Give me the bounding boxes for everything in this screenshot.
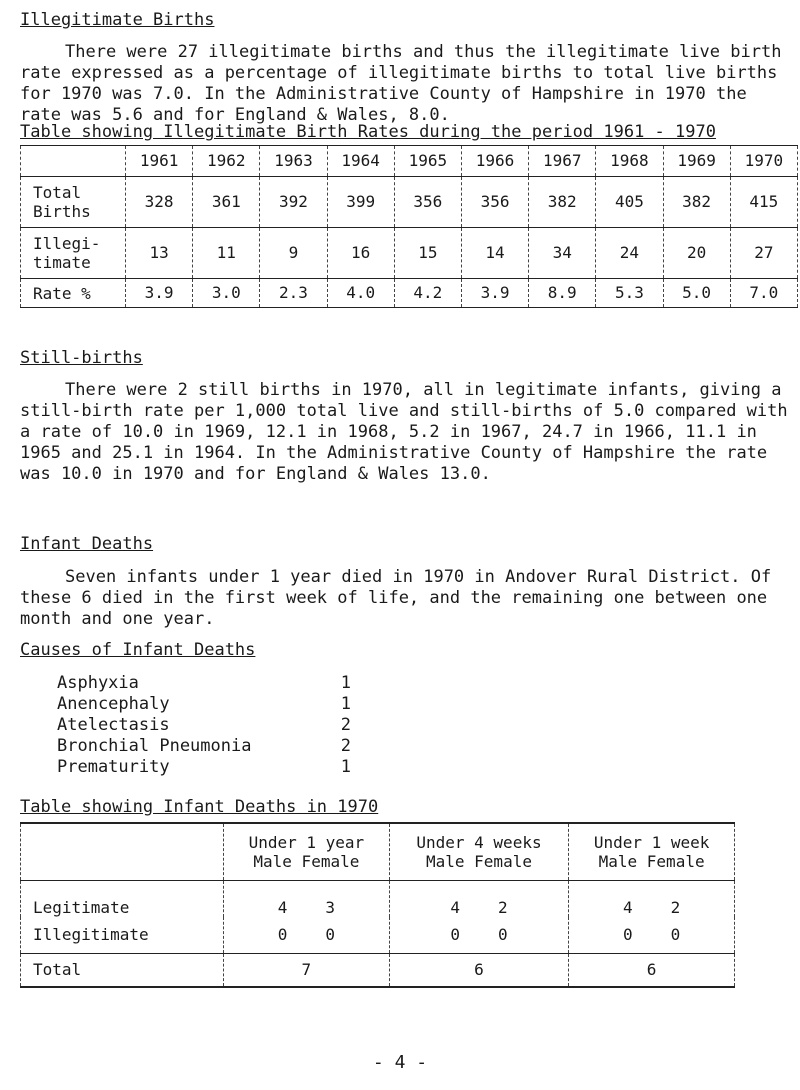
table-cell: 7.0 <box>730 279 797 308</box>
table-cell: 5.0 <box>663 279 730 308</box>
group-subtitle: Male Female <box>253 852 360 871</box>
group-header <box>569 823 735 881</box>
list-item <box>57 715 357 736</box>
male-value: 4 <box>450 897 460 917</box>
row-label: Illegi- timate <box>21 228 126 279</box>
year-header: 1965 <box>394 146 461 177</box>
group-subtitle: Male Female <box>426 852 532 871</box>
table-row-illegitimate <box>21 917 735 954</box>
heading-still-births: Still-births <box>20 348 143 368</box>
table-cell <box>569 881 735 918</box>
list-item <box>57 694 357 715</box>
male-value: 0 <box>450 925 460 945</box>
table-cell: 361 <box>193 177 260 228</box>
total-cell: 7 <box>224 954 390 988</box>
table-cell: 405 <box>596 177 663 228</box>
total-cell: 6 <box>569 954 735 988</box>
table-row-total <box>21 954 735 988</box>
table-cell: 9 <box>260 228 327 279</box>
table-cell: 16 <box>327 228 394 279</box>
row-label: Illegitimate <box>21 917 224 954</box>
list-item <box>57 736 357 757</box>
cause-count: 1 <box>340 673 351 693</box>
table-row-rate <box>21 279 798 308</box>
table-cell: 2.3 <box>260 279 327 308</box>
female-value: 0 <box>325 925 336 945</box>
list-item <box>57 757 357 778</box>
year-header: 1967 <box>529 146 596 177</box>
table-cell <box>569 917 735 954</box>
table-row-legitimate <box>21 881 735 918</box>
cause-name: Prematurity <box>57 757 170 777</box>
female-value: 2 <box>497 897 508 917</box>
group-title: Under 4 weeks <box>416 833 542 852</box>
table2-header-row <box>21 823 735 881</box>
table-cell: 4.0 <box>327 279 394 308</box>
row-label: Rate % <box>21 279 126 308</box>
male-value: 4 <box>277 897 288 917</box>
table-cell: 24 <box>596 228 663 279</box>
male-value: 0 <box>277 925 288 945</box>
table-cell: 356 <box>461 177 528 228</box>
female-value: 2 <box>670 897 681 917</box>
male-value: 4 <box>622 897 633 917</box>
row-label: Total Births <box>21 177 126 228</box>
table-cell: 4.2 <box>394 279 461 308</box>
table-cell: 14 <box>461 228 528 279</box>
table-cell: 5.3 <box>596 279 663 308</box>
year-header: 1966 <box>461 146 528 177</box>
table-cell: 34 <box>529 228 596 279</box>
table-cell: 27 <box>730 228 797 279</box>
table-cell: 356 <box>394 177 461 228</box>
table-cell <box>224 917 390 954</box>
table2-caption: Table showing Infant Deaths in 1970 <box>20 797 379 817</box>
heading-illegitimate-births: Illegitimate Births <box>20 10 215 30</box>
infant-deaths-table <box>20 822 735 988</box>
cause-count: 2 <box>340 736 351 756</box>
table-cell: 3.0 <box>193 279 260 308</box>
female-value: 0 <box>670 925 681 945</box>
table-row-illegitimate <box>21 228 798 279</box>
table-cell: 8.9 <box>529 279 596 308</box>
female-value: 3 <box>325 897 336 917</box>
heading-causes-of-infant-deaths: Causes of Infant Deaths <box>20 640 256 660</box>
causes-list <box>57 673 357 778</box>
male-value: 0 <box>622 925 633 945</box>
year-header: 1968 <box>596 146 663 177</box>
cause-count: 1 <box>340 757 351 777</box>
table-cell: 15 <box>394 228 461 279</box>
group-title: Under 1 week <box>593 833 710 852</box>
year-header: 1961 <box>126 146 193 177</box>
table1-corner-cell <box>21 146 126 177</box>
cause-name: Anencephaly <box>57 694 170 714</box>
table1-header-row <box>21 146 798 177</box>
paragraph-still-births: There were 2 still births in 1970, all in legitimate infants, giving a still-birth rate per 1,000 total live and still-births of 5.0 compared with a rate of 10.0 in 1969, 12.1 in 1968, 5.2 in 1967, 24.7 in 1966, 11.1 in 1965 and 25.1 in 1964. In the Administrative County of Hampshire the rate was 10.0 in 1970 and for England & Wales 13.0. <box>20 380 788 484</box>
table-cell: 3.9 <box>126 279 193 308</box>
cause-name: Bronchial Pneumonia <box>57 736 252 756</box>
female-value: 0 <box>497 925 508 945</box>
heading-infant-deaths: Infant Deaths <box>20 534 154 554</box>
illegitimate-birth-rates-table <box>20 145 798 308</box>
table2-corner-cell <box>21 823 224 881</box>
row-label: Legitimate <box>21 881 224 918</box>
group-header <box>389 823 568 881</box>
cause-count: 2 <box>340 715 351 735</box>
cause-count: 1 <box>340 694 351 714</box>
table-cell: 13 <box>126 228 193 279</box>
page-number: - 4 - <box>372 1052 428 1073</box>
table-row-total-births <box>21 177 798 228</box>
paragraph-illegitimate-births: There were 27 illegitimate births and thus the illegitimate live birth rate expressed as a percentage of illegitimate births to total live births for 1970 was 7.0. In the Administrative County of Hampshire in 1970 the rate was 5.6 and for England & Wales, 8.0. <box>20 42 782 125</box>
cause-name: Atelectasis <box>57 715 170 735</box>
list-item <box>57 673 357 694</box>
year-header: 1962 <box>193 146 260 177</box>
cause-name: Asphyxia <box>57 673 139 693</box>
table-cell: 328 <box>126 177 193 228</box>
paragraph-infant-deaths: Seven infants under 1 year died in 1970 in Andover Rural District. Of these 6 died in the first week of life, and the remaining one between one month and one year. <box>20 567 772 629</box>
table-cell <box>389 881 568 918</box>
table-cell: 415 <box>730 177 797 228</box>
table-cell: 3.9 <box>461 279 528 308</box>
group-subtitle: Male Female <box>598 852 705 871</box>
table-cell <box>224 881 390 918</box>
table-cell: 399 <box>327 177 394 228</box>
year-header: 1970 <box>730 146 797 177</box>
table-cell: 382 <box>529 177 596 228</box>
year-header: 1964 <box>327 146 394 177</box>
year-header: 1969 <box>663 146 730 177</box>
table-cell <box>389 917 568 954</box>
table-cell: 382 <box>663 177 730 228</box>
table-cell: 20 <box>663 228 730 279</box>
total-cell: 6 <box>389 954 568 988</box>
table1-caption: Table showing Illegitimate Birth Rates during the period 1961 - 1970 <box>20 122 716 142</box>
group-title: Under 1 year <box>248 833 365 852</box>
row-label: Total <box>21 954 224 988</box>
year-header: 1963 <box>260 146 327 177</box>
table-cell: 11 <box>193 228 260 279</box>
table-cell: 392 <box>260 177 327 228</box>
group-header <box>224 823 390 881</box>
